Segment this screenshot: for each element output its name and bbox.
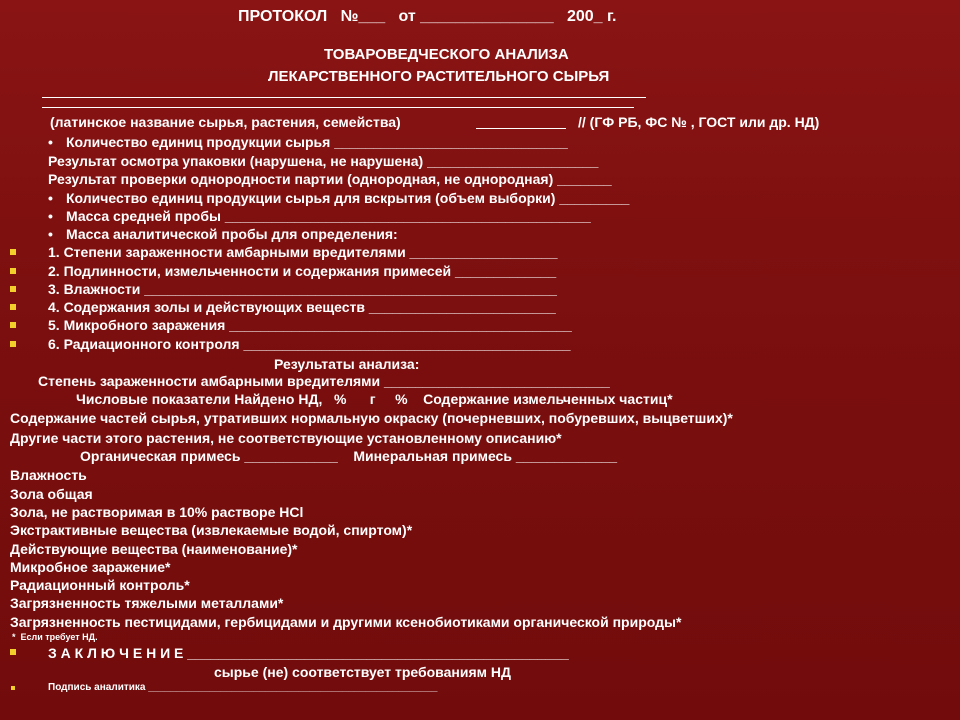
latin-name-caption: (латинское название сырья, растения, семейства) xyxy=(50,114,401,130)
square-bullet-icon xyxy=(10,341,16,347)
square-bullet-icon xyxy=(10,286,16,292)
determination-item: 1. Степени зараженности амбарными вредителями ___________________ xyxy=(48,244,558,260)
result-item: Микробное заражение* xyxy=(10,559,171,575)
determination-item: 4. Содержания золы и действующих веществ ________________________ xyxy=(48,299,556,315)
blank-line xyxy=(42,97,646,98)
infestation-result-field: Степень зараженности амбарными вредителями _____________________________ xyxy=(38,373,610,389)
square-bullet-icon xyxy=(10,268,16,274)
result-item: Радиационный контроль* xyxy=(10,577,190,593)
average-sample-mass-field: • Масса средней пробы _______________________________________________ xyxy=(66,208,591,225)
footnote: * Если требует НД. xyxy=(12,632,98,642)
square-bullet-icon xyxy=(10,304,16,310)
square-bullet-icon xyxy=(10,649,16,655)
square-bullet-icon xyxy=(10,322,16,328)
square-bullet-icon xyxy=(10,249,16,255)
organic-mineral-row: Органическая примесь ____________ Минеральная примесь _____________ xyxy=(80,448,618,464)
analytical-sample-caption: • Масса аналитической пробы для определения: xyxy=(66,226,398,243)
other-parts-row: Другие части этого растения, не соответствующие установленному описанию* xyxy=(10,430,562,446)
determination-item: 2. Подлинности, измельченности и содержания примесей _____________ xyxy=(48,263,557,279)
units-count-field: • Количество единиц продукции сырья ______________________________ xyxy=(66,134,568,151)
result-item: Зола, не растворимая в 10% растворе HCl xyxy=(10,504,304,520)
result-item: Зола общая xyxy=(10,486,93,502)
conclusion-label: З А К Л Ю Ч Е Н И Е _________________________________________________ xyxy=(48,645,569,661)
blank-line xyxy=(476,128,566,129)
square-bullet-icon xyxy=(11,686,15,690)
analysis-heading: ТОВАРОВЕДЧЕСКОГО АНАЛИЗА xyxy=(324,46,569,63)
discolored-parts-row: Содержание частей сырья, утративших нормальную окраску (почерневших, побуревших, выцветших)* xyxy=(10,410,733,426)
conclusion-text: сырье (не) соответствует требованиям НД xyxy=(214,664,511,680)
homogeneity-result-field: Результат проверки однородности партии (однородная, не однородная) _______ xyxy=(48,171,612,187)
result-item: Влажность xyxy=(10,467,87,483)
opening-units-field: • Количество единиц продукции сырья для вскрытия (объем выборки) _________ xyxy=(66,190,629,207)
determination-item: 3. Влажности _____________________________________________________ xyxy=(48,281,557,297)
raw-material-heading: ЛЕКАРСТВЕННОГО РАСТИТЕЛЬНОГО СЫРЬЯ xyxy=(268,68,610,85)
result-item: Действующие вещества (наименование)* xyxy=(10,541,298,557)
result-item: Загрязненность пестицидами, гербицидами и другими ксенобиотиками органической природы* xyxy=(10,614,682,630)
blank-line xyxy=(42,107,634,108)
signature-field: Подпись аналитика ____________________________________________________ xyxy=(48,682,438,693)
results-heading: Результаты анализа: xyxy=(274,356,420,372)
protocol-title: ПРОТОКОЛ №___ от _______________ 200_ г. xyxy=(238,8,617,25)
determination-item: 5. Микробного заражения ____________________________________________ xyxy=(48,317,572,333)
result-item: Загрязненность тяжелыми металлами* xyxy=(10,595,284,611)
determination-item: 6. Радиационного контроля __________________________________________ xyxy=(48,336,571,352)
numeric-indicators-row: Числовые показатели Найдено НД, % г % Содержание измельченных частиц* xyxy=(76,391,673,407)
package-result-field: Результат осмотра упаковки (нарушена, не нарушена) ______________________ xyxy=(48,153,599,169)
result-item: Экстрактивные вещества (извлекаемые водой, спиртом)* xyxy=(10,522,413,538)
normative-caption: // (ГФ РБ, ФС № , ГОСТ или др. НД) xyxy=(578,114,820,130)
